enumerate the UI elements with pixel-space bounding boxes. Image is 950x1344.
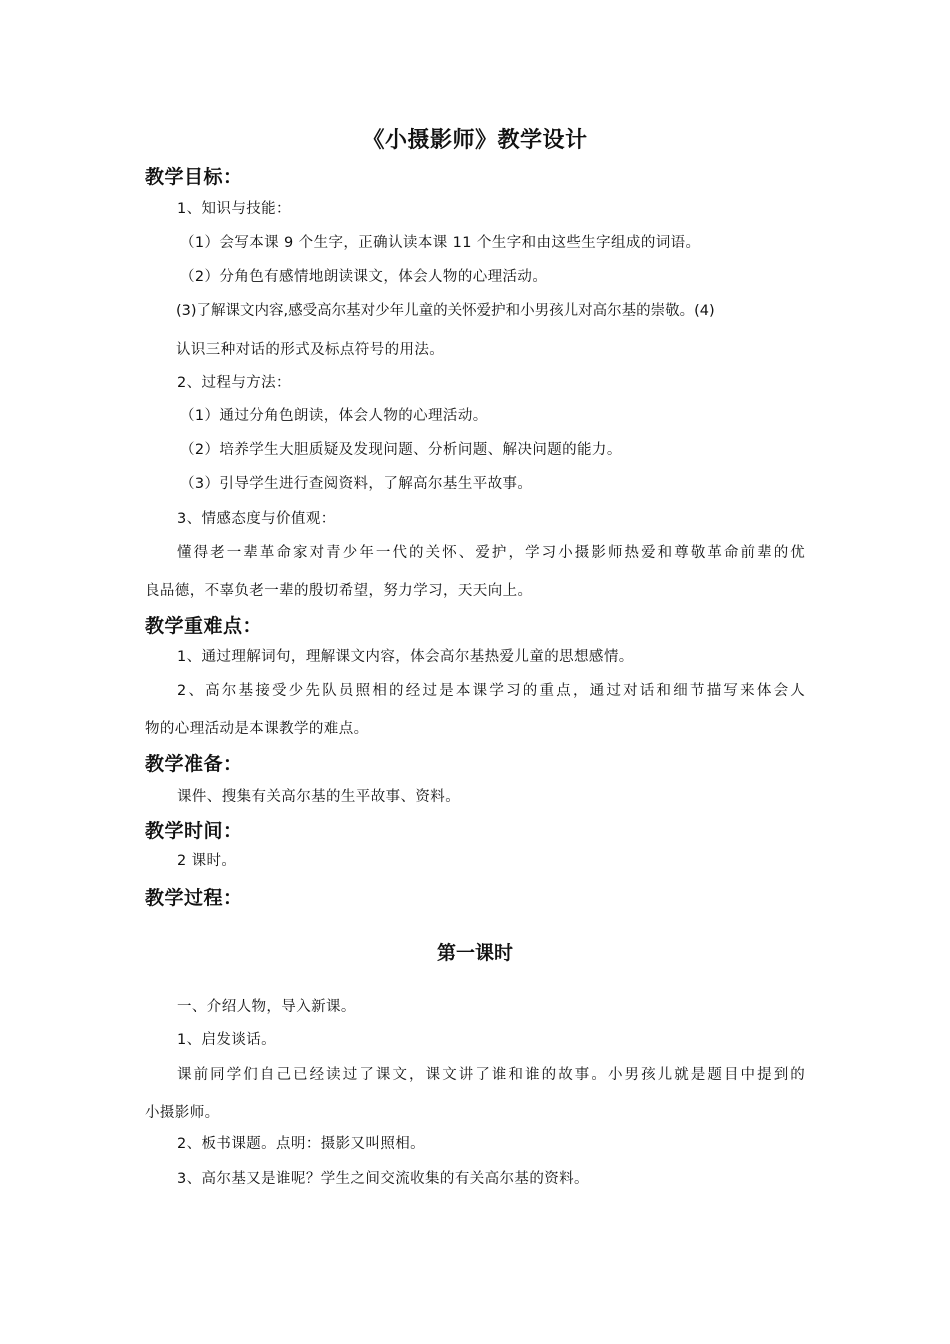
goal-process-item-1: （1）通过分角色朗读，体会人物的心理活动。 bbox=[180, 408, 488, 424]
lesson-1-step-1-text-line-2: 小摄影师。 bbox=[145, 1105, 220, 1121]
goal-knowledge-item-4: 认识三种对话的形式及标点符号的用法。 bbox=[176, 342, 445, 358]
goal-emotion-label: 3、情感态度与价值观： bbox=[177, 511, 336, 527]
lesson-1-title: 第一课时 bbox=[436, 942, 513, 964]
goal-emotion-text-line-2: 良品德，不辜负老一辈的殷切希望，努力学习，天天向上。 bbox=[145, 583, 533, 599]
heading-teaching-procedure: 教学过程： bbox=[145, 887, 243, 909]
lesson-1-step-1-text-line-1: 课前同学们自己已经读过了课文，课文讲了谁和谁的故事。小男孩儿就是题目中提到的 bbox=[177, 1067, 805, 1083]
heading-preparation: 教学准备： bbox=[145, 753, 243, 775]
lesson-1-step-1-item-1: 1、启发谈话。 bbox=[177, 1032, 277, 1048]
teaching-time-text: 2 课时。 bbox=[177, 853, 237, 869]
preparation-text: 课件、搜集有关高尔基的生平故事、资料。 bbox=[177, 789, 461, 805]
keypoint-2-line-2: 物的心理活动是本课教学的难点。 bbox=[145, 721, 369, 737]
lesson-1-step-1-item-3: 3、高尔基又是谁呢？学生之间交流收集的有关高尔基的资料。 bbox=[177, 1171, 589, 1187]
keypoint-2-line-1: 2、高尔基接受少先队员照相的经过是本课学习的重点，通过对话和细节描写来体会人 bbox=[177, 683, 805, 699]
lesson-1-step-1-item-2: 2、板书课题。点明：摄影又叫照相。 bbox=[177, 1136, 426, 1152]
keypoint-1: 1、通过理解词句，理解课文内容，体会高尔基热爱儿童的思想感情。 bbox=[177, 649, 634, 665]
goal-knowledge-item-1: （1）会写本课 9 个生字，正确认读本课 11 个生字和由这些生字组成的词语。 bbox=[180, 235, 701, 251]
goal-process-item-3: （3）引导学生进行查阅资料，了解高尔基生平故事。 bbox=[180, 476, 533, 492]
goal-knowledge-item-2: （2）分角色有感情地朗读课文，体会人物的心理活动。 bbox=[180, 269, 548, 285]
goal-process-item-2: （2）培养学生大胆质疑及发现问题、分析问题、解决问题的能力。 bbox=[180, 442, 622, 458]
heading-key-points: 教学重难点： bbox=[145, 615, 263, 637]
goal-process-label: 2、过程与方法： bbox=[177, 375, 291, 391]
heading-teaching-goals: 教学目标： bbox=[145, 166, 243, 188]
goal-knowledge-item-3: (3)了解课文内容,感受高尔基对少年儿童的关怀爱护和小男孩儿对高尔基的崇敬。(4) bbox=[176, 303, 715, 319]
lesson-1-step-1: 一、介绍人物，导入新课。 bbox=[177, 999, 356, 1015]
document-title: 《小摄影师》教学设计 bbox=[362, 128, 588, 153]
heading-teaching-time: 教学时间： bbox=[145, 820, 243, 842]
goal-knowledge-label: 1、知识与技能： bbox=[177, 201, 291, 217]
goal-emotion-text-line-1: 懂得老一辈革命家对青少年一代的关怀、爱护，学习小摄影师热爱和尊敬革命前辈的优 bbox=[177, 545, 805, 561]
